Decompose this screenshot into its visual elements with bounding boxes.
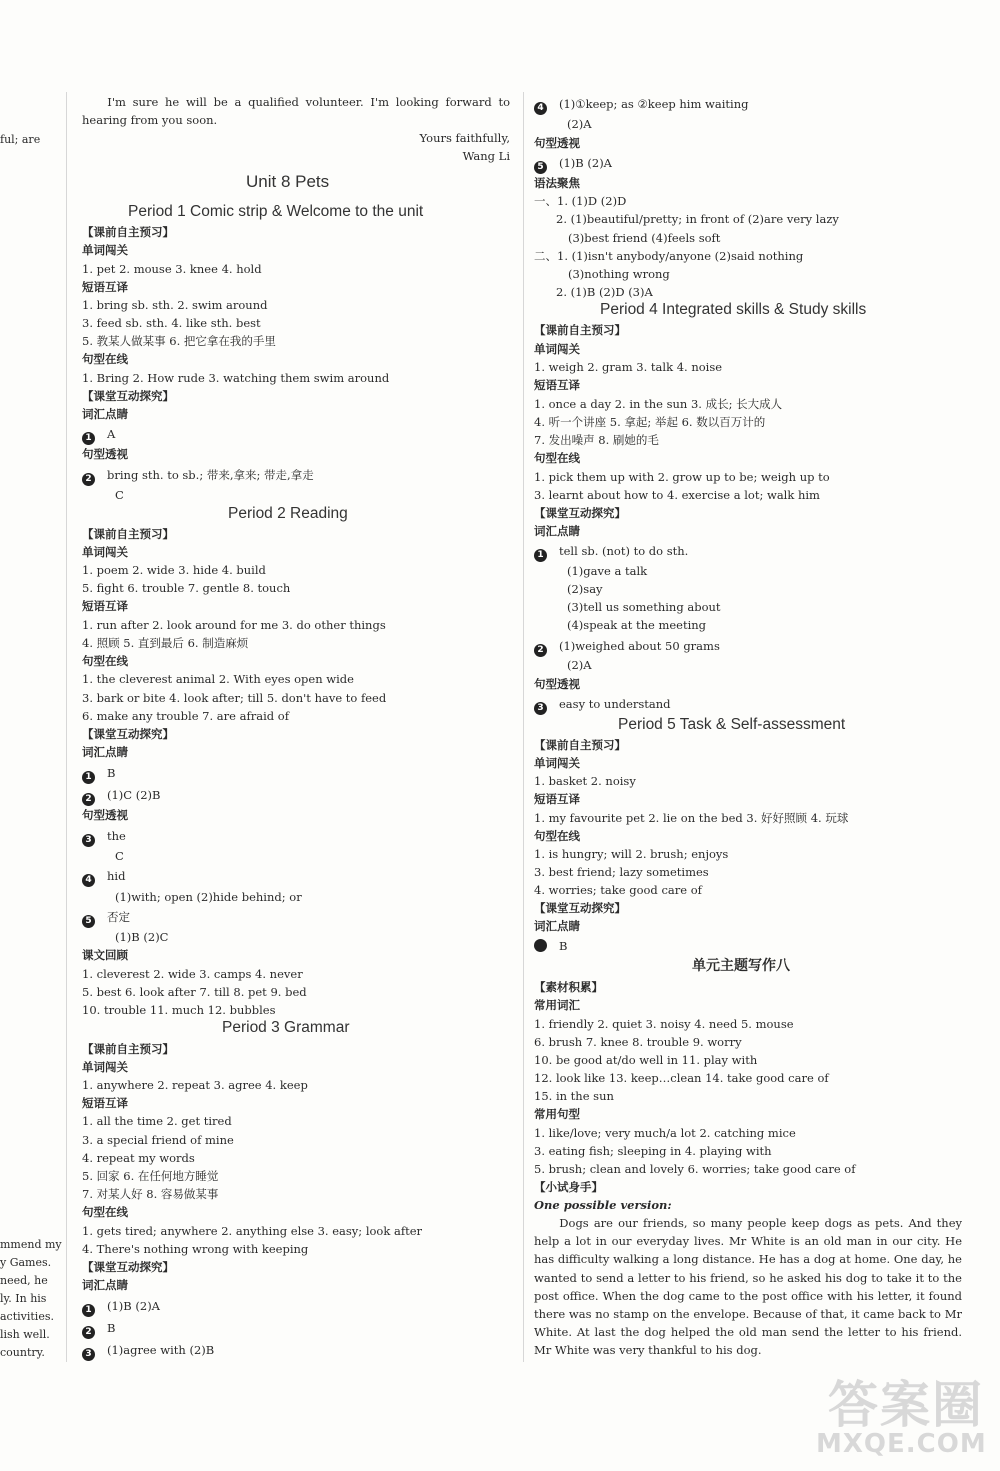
number-badge: 1: [82, 1304, 95, 1317]
answer-line: 3. eating fish; sleeping in 4. playing with: [534, 1144, 772, 1158]
answer-line: (3)tell us something about: [567, 600, 721, 614]
number-badge: 2: [82, 793, 95, 806]
number-badge: 2: [82, 473, 95, 486]
answer-line: C: [115, 849, 124, 863]
numbered-answer: [534, 155, 612, 174]
answer-line: 1. gets tired; anywhere 2. anything else 3. easy; look after: [82, 1224, 423, 1238]
answer-line: 4. 听一个讲座 5. 拿起; 举起 6. 数以百万计的: [534, 415, 766, 429]
answer-text: easy to understand: [559, 697, 671, 711]
possible-version-label: One possible version:: [534, 1198, 672, 1212]
letter-sign-off: Yours faithfully,: [419, 131, 510, 145]
subsection-sentences: 句型在线: [82, 654, 128, 668]
answer-line: 6. brush 7. knee 8. trouble 9. worry: [534, 1035, 742, 1049]
answer-line: 2. (1)B (2)D (3)A: [556, 285, 653, 299]
writing-title: 单元主题写作八: [692, 958, 790, 974]
section-pre-study: 【课前自主预习】: [534, 323, 626, 337]
numbered-answer: [534, 938, 567, 954]
number-badge: 3: [82, 834, 95, 847]
numbered-answer: [534, 96, 748, 115]
answer-line: 12. look like 13. keep…clean 14. take good care of: [534, 1071, 829, 1085]
subsection-vocab: 单词闯关: [534, 756, 580, 770]
answer-text: (1)①keep; as ②keep him waiting: [559, 97, 749, 111]
subsection-phrases: 短语互译: [82, 280, 128, 294]
answer-line: (2)A: [567, 658, 592, 672]
number-badge: 1: [82, 432, 95, 445]
section-pre-study: 【课前自主预习】: [82, 225, 174, 239]
answer-line: 1. bring sb. sth. 2. swim around: [82, 298, 268, 312]
answer-text: B: [107, 1321, 116, 1335]
answer-line: 4. worries; take good care of: [534, 883, 702, 897]
period-1-title: Period 1 Comic strip & Welcome to the unit: [128, 203, 424, 220]
subsection-patterns: 句型透视: [82, 808, 128, 822]
section-in-class: 【课堂互动探究】: [534, 506, 626, 520]
unit-title: Unit 8 Pets: [246, 172, 330, 191]
edge-text: activities.: [0, 1310, 54, 1323]
answer-line: 15. in the sun: [534, 1089, 614, 1103]
answer-line: 4. repeat my words: [82, 1151, 195, 1165]
numbered-answer: [82, 1320, 115, 1339]
column-divider: [523, 92, 524, 1362]
answer-line: 1. pet 2. mouse 3. knee 4. hold: [82, 262, 262, 276]
answer-line: 2. (1)beautiful/pretty; in front of (2)are very lazy: [556, 212, 839, 226]
section-pre-study: 【课前自主预习】: [82, 527, 174, 541]
subsection-word-focus: 词汇点睛: [82, 1278, 128, 1292]
subsection-common-sentences: 常用句型: [534, 1107, 580, 1121]
answer-line: 3. bark or bite 4. look after; till 5. don't have to feed: [82, 691, 387, 705]
answer-line: 10. be good at/do well in 11. play with: [534, 1053, 758, 1067]
answer-line: 5. fight 6. trouble 7. gentle 8. touch: [82, 581, 291, 595]
answer-line: (2)say: [567, 582, 603, 596]
edge-text: y Games.: [0, 1256, 52, 1269]
numbered-answer: [82, 467, 314, 486]
subsection-vocab: 单词闯关: [82, 1060, 128, 1074]
numbered-answer: [534, 696, 671, 715]
edge-text: mmend my: [0, 1238, 62, 1251]
subsection-sentences: 句型在线: [82, 352, 128, 366]
answer-line: 3. learnt about how to 4. exercise a lot; walk him: [534, 488, 820, 502]
answer-line: 1. is hungry; will 2. brush; enjoys: [534, 847, 729, 861]
number-badge: 5: [82, 915, 95, 928]
answer-line: 一、1. (1)D (2)D: [534, 194, 627, 208]
answer-line: (1)gave a talk: [567, 564, 648, 578]
numbered-answer: [82, 426, 115, 445]
edge-text: ly. In his: [0, 1292, 47, 1305]
subsection-word-focus: 词汇点睛: [82, 745, 128, 759]
number-badge: 2: [82, 1326, 95, 1339]
answer-line: 10. trouble 11. much 12. bubbles: [82, 1003, 276, 1017]
numbered-answer: [82, 909, 130, 928]
edge-text: ful; are: [0, 133, 41, 146]
answer-line: 3. a special friend of mine: [82, 1133, 234, 1147]
answer-line: 5. 教某人做某事 6. 把它拿在我的手里: [82, 334, 276, 348]
section-in-class: 【课堂互动探究】: [82, 727, 174, 741]
subsection-common-words: 常用词汇: [534, 998, 580, 1012]
subsection-sentences: 句型在线: [534, 829, 580, 843]
numbered-answer: [82, 868, 125, 887]
numbered-answer: [82, 828, 126, 847]
subsection-vocab: 单词闯关: [82, 545, 128, 559]
answer-text: 否定: [107, 910, 130, 924]
number-badge: 5: [534, 161, 547, 174]
subsection-word-focus: 词汇点睛: [534, 919, 580, 933]
subsection-phrases: 短语互译: [82, 1096, 128, 1110]
answer-text: A: [107, 427, 116, 441]
answer-text: tell sb. (not) to do sth.: [559, 544, 689, 558]
answer-line: 5. best 6. look after 7. till 8. pet 9. bed: [82, 985, 307, 999]
answer-line: 1. poem 2. wide 3. hide 4. build: [82, 563, 266, 577]
subsection-text-review: 课文回顾: [82, 948, 128, 962]
answer-line: 二、1. (1)isn't anybody/anyone (2)said nothing: [534, 249, 804, 263]
period-3-title: Period 3 Grammar: [222, 1019, 350, 1036]
edge-text: need, he: [0, 1274, 48, 1287]
answer-text: (1)B (2)A: [107, 1299, 160, 1313]
answer-text: hid: [107, 869, 126, 883]
answer-text: (1)weighed about 50 grams: [559, 639, 720, 653]
edge-text: country.: [0, 1346, 45, 1359]
answer-line: 3. best friend; lazy sometimes: [534, 865, 709, 879]
answer-line: 1. my favourite pet 2. lie on the bed 3. 好好照顾 4. 玩球: [534, 811, 849, 825]
subsection-patterns: 句型透视: [82, 447, 128, 461]
answer-line: 1. weigh 2. gram 3. talk 4. noise: [534, 360, 723, 374]
answer-line: 1. pick them up with 2. grow up to be; weigh up to: [534, 470, 830, 484]
period-2-title: Period 2 Reading: [228, 505, 348, 522]
answer-line: 1. once a day 2. in the sun 3. 成长; 长大成人: [534, 397, 783, 411]
answer-line: (1)with; open (2)hide behind; or: [115, 890, 302, 904]
answer-line: 4. There's nothing wrong with keeping: [82, 1242, 309, 1256]
answer-line: (3)best friend (4)feels soft: [568, 231, 721, 245]
answer-line: C: [115, 488, 124, 502]
answer-line: 4. 照顾 5. 直到最后 6. 制造麻烦: [82, 636, 249, 650]
sample-essay: Dogs are our friends, so many people keep dogs as pets. And they help a lot in our everyday lives. Mr White is an old man in our city. He has difficulty walking a long distance. He has a dog at home. One day, he wanted to send a letter to his friend, so he asked his dog to take it to the post office. When the dog came to the post office with his letter, it found there was no stamp on the envelope. Because of that, it came back to Mr White. At last the dog helped the old man send the letter to his friend. Mr White was very thankful to his dog.: [534, 1216, 962, 1358]
section-in-class: 【课堂互动探究】: [534, 901, 626, 915]
answer-text: (1)agree with (2)B: [107, 1343, 215, 1357]
answer-text: B: [107, 766, 116, 780]
section-pre-study: 【课前自主预习】: [534, 738, 626, 752]
numbered-answer: [82, 1298, 160, 1317]
answer-text: (1)C (2)B: [107, 788, 161, 802]
answer-line: (1)B (2)C: [115, 930, 169, 944]
numbered-answer: [534, 543, 688, 562]
bullet-dot: [534, 939, 547, 952]
answer-line: 1. cleverest 2. wide 3. camps 4. never: [82, 967, 303, 981]
numbered-answer: [82, 1342, 214, 1361]
number-badge: 1: [82, 771, 95, 784]
number-badge: 4: [534, 102, 547, 115]
answer-line: 3. feed sb. sth. 4. like sth. best: [82, 316, 261, 330]
subsection-grammar: 语法聚焦: [534, 176, 580, 190]
answer-line: 1. like/love; very much/a lot 2. catching mice: [534, 1126, 796, 1140]
subsection-vocab: 单词闯关: [534, 342, 580, 356]
watermark-logo-text: 答案圈: [828, 1376, 984, 1434]
subsection-phrases: 短语互译: [82, 599, 128, 613]
number-badge: 1: [534, 549, 547, 562]
answer-line: 1. the cleverest animal 2. With eyes open wide: [82, 672, 354, 686]
answer-line: (3)nothing wrong: [568, 267, 670, 281]
edge-text: lish well.: [0, 1328, 50, 1341]
subsection-vocab: 单词闯关: [82, 243, 128, 257]
numbered-answer: [82, 765, 115, 784]
numbered-answer: [82, 787, 161, 806]
subsection-word-focus: 词汇点睛: [82, 407, 128, 421]
number-badge: 3: [534, 702, 547, 715]
letter-signature: Wang Li: [462, 149, 510, 163]
section-in-class: 【课堂互动探究】: [82, 389, 174, 403]
subsection-phrases: 短语互译: [534, 378, 580, 392]
answer-text: (1)B (2)A: [559, 156, 612, 170]
answer-line: 1. run after 2. look around for me 3. do other things: [82, 618, 386, 632]
answer-line: 1. basket 2. noisy: [534, 774, 636, 788]
answer-line: 7. 对某人好 8. 容易做某事: [82, 1187, 219, 1201]
period-4-title: Period 4 Integrated skills & Study skills: [600, 301, 867, 318]
answer-line: (2)A: [567, 117, 592, 131]
number-badge: 2: [534, 644, 547, 657]
site-watermark: [810, 1365, 992, 1465]
letter-paragraph: I'm sure he will be a qualified volunteer. I'm looking forward to hearing from you soon.: [82, 95, 510, 128]
watermark-url: MXQE.COM: [816, 1429, 987, 1459]
answer-line: 1. all the time 2. get tired: [82, 1114, 232, 1128]
answer-line: 1. anywhere 2. repeat 3. agree 4. keep: [82, 1078, 308, 1092]
number-badge: 4: [82, 874, 95, 887]
answer-line: 1. Bring 2. How rude 3. watching them swim around: [82, 371, 390, 385]
left-column-rule: [66, 92, 67, 1362]
answer-line: 1. friendly 2. quiet 3. noisy 4. need 5. mouse: [534, 1017, 794, 1031]
subsection-sentences: 句型在线: [534, 451, 580, 465]
answer-line: 6. make any trouble 7. are afraid of: [82, 709, 289, 723]
answer-text: B: [559, 939, 568, 953]
answer-line: 5. 回家 6. 在任何地方睡觉: [82, 1169, 219, 1183]
subsection-word-focus: 词汇点睛: [534, 524, 580, 538]
numbered-answer: [534, 638, 720, 657]
answer-text: bring sth. to sb.; 带来,拿来; 带走,拿走: [107, 468, 314, 482]
section-materials: 【素材积累】: [534, 980, 603, 994]
subsection-patterns: 句型透视: [534, 677, 580, 691]
answer-text: the: [107, 829, 126, 843]
number-badge: 3: [82, 1348, 95, 1361]
subsection-sentences: 句型在线: [82, 1205, 128, 1219]
subsection-phrases: 短语互译: [534, 792, 580, 806]
answer-line: 5. brush; clean and lovely 6. worries; take good care of: [534, 1162, 856, 1176]
period-5-title: Period 5 Task & Self-assessment: [618, 716, 846, 733]
answer-line: 7. 发出噪声 8. 刷她的毛: [534, 433, 659, 447]
section-in-class: 【课堂互动探究】: [82, 1260, 174, 1274]
section-try-it: 【小试身手】: [534, 1180, 603, 1194]
section-pre-study: 【课前自主预习】: [82, 1042, 174, 1056]
answer-line: (4)speak at the meeting: [567, 618, 707, 632]
subsection-patterns: 句型透视: [534, 136, 580, 150]
